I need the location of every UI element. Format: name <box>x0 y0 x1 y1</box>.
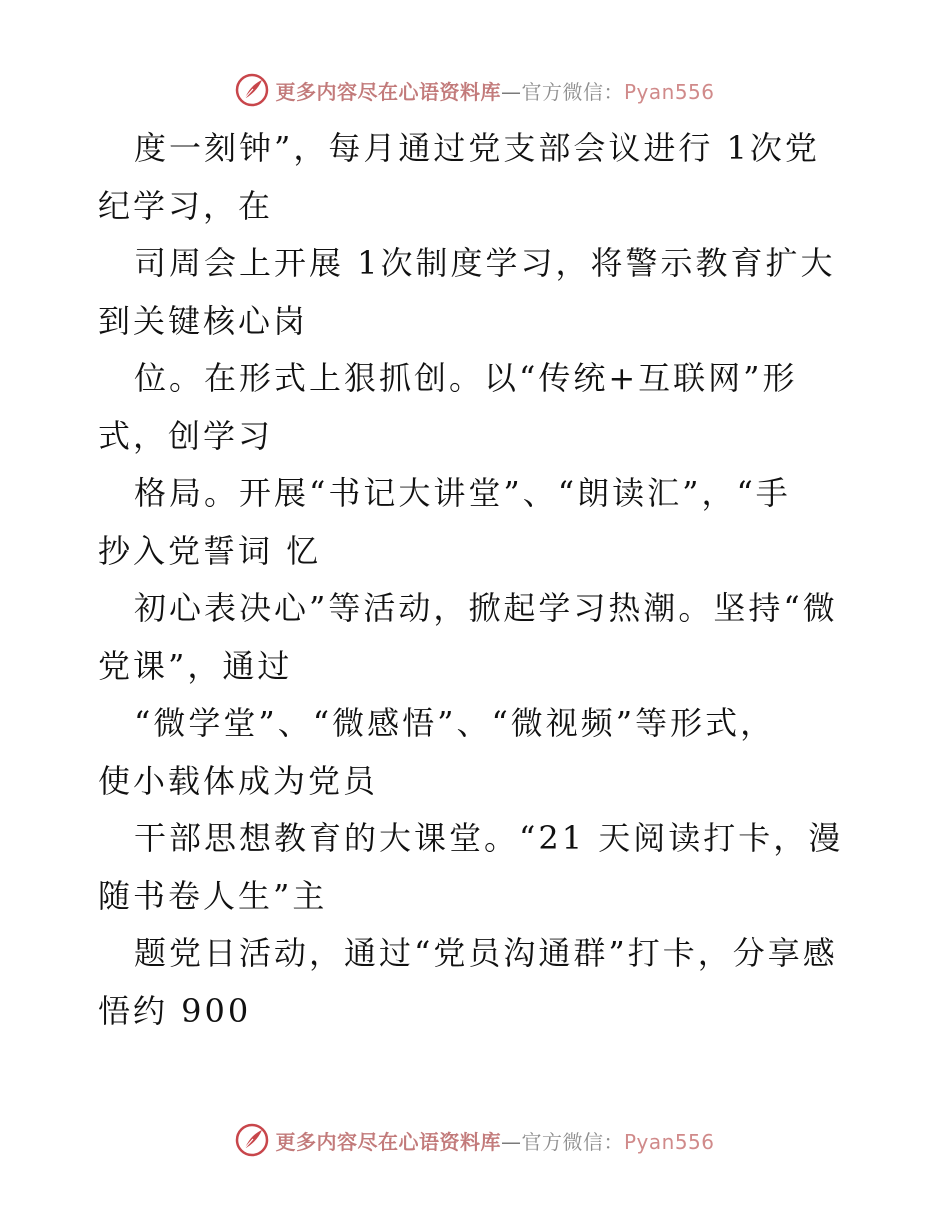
banner-wechat-label: 官方微信： <box>521 1129 624 1154</box>
body-line: 纪学习，在 <box>98 186 274 225</box>
banner-separator: — <box>500 1129 522 1154</box>
body-line: 题党日活动，通过“党员沟通群”打卡，分享感 <box>134 934 838 972</box>
banner-text <box>275 1126 714 1155</box>
body-line: 司周会上开展 1次制度学习，将警示教育扩大 <box>134 244 836 282</box>
banner-text <box>275 76 714 105</box>
header-banner <box>0 70 950 110</box>
footer-banner <box>0 1120 950 1160</box>
body-line: 悟约 900 <box>98 991 252 1030</box>
banner-brand-text: 更多内容尽在心语资料库 <box>275 79 501 104</box>
body-line: 式，创学习 <box>98 416 274 455</box>
body-line: 位。在形式上狠抓创。以“传统+互联网”形 <box>134 359 798 397</box>
document-body <box>98 120 858 1040</box>
body-line: 党课”，通过 <box>98 646 293 685</box>
banner-wechat-label: 官方微信： <box>521 79 624 104</box>
body-line: 到关键核心岗 <box>98 301 309 340</box>
banner-separator: — <box>500 79 522 104</box>
body-line: 度一刻钟”，每月通过党支部会议进行 1次党 <box>134 129 820 167</box>
feather-pen-logo-icon <box>235 1123 269 1157</box>
feather-pen-logo-icon <box>235 73 269 107</box>
body-line: 初心表决心”等活动，掀起学习热潮。坚持“微 <box>134 589 838 627</box>
body-line: 干部思想教育的大课堂。“21 天阅读打卡，漫 <box>134 819 844 857</box>
body-line: 随书卷人生”主 <box>98 876 328 915</box>
body-line: “微学堂”、“微感悟”、“微视频”等形式， <box>134 704 776 742</box>
banner-wechat-id: Pyan556 <box>623 79 715 104</box>
body-line: 格局。开展“书记大讲堂”、“朗读汇”，“手 <box>134 474 791 512</box>
banner-brand-text: 更多内容尽在心语资料库 <box>275 1129 501 1154</box>
body-line: 使小载体成为党员 <box>98 761 379 800</box>
banner-wechat-id: Pyan556 <box>623 1129 715 1154</box>
body-line: 抄入党誓词 忆 <box>98 531 322 570</box>
